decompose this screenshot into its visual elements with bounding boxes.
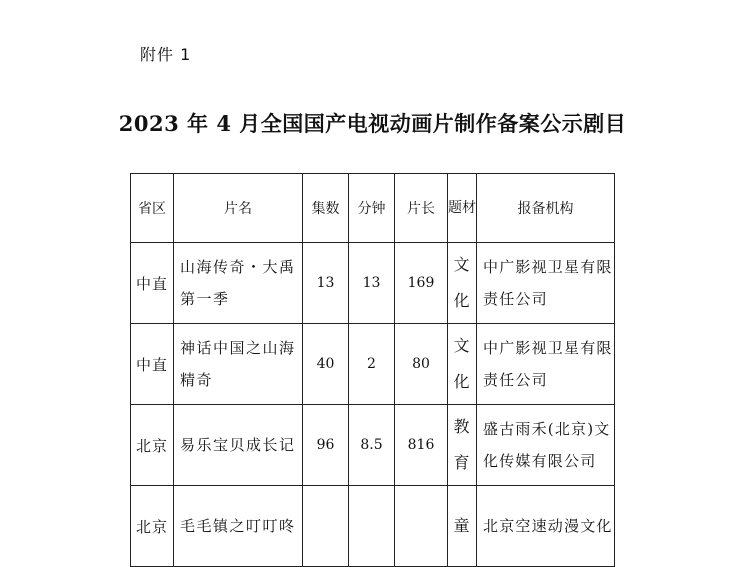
table-row xyxy=(131,324,615,405)
header-minutes: 分钟 xyxy=(349,174,395,243)
table-header-row xyxy=(131,174,615,243)
header-org: 报备机构 xyxy=(477,174,615,243)
cell-province: 北京 xyxy=(131,486,174,567)
cell-title: 神话中国之山海精奇 xyxy=(174,324,303,405)
cell-minutes: 8.5 xyxy=(349,405,395,486)
cell-title: 易乐宝贝成长记 xyxy=(174,405,303,486)
cell-title: 毛毛镇之叮叮咚 xyxy=(174,486,303,567)
cell-episodes: 96 xyxy=(303,405,349,486)
cell-title: 山海传奇・大禹第一季 xyxy=(174,243,303,324)
cell-province: 中直 xyxy=(131,243,174,324)
cell-org: 盛古雨禾(北京)文化传媒有限公司 xyxy=(477,405,615,486)
header-title: 片名 xyxy=(174,174,303,243)
header-genre: 题材 xyxy=(448,174,477,243)
cell-org: 北京空速动漫文化 xyxy=(477,486,615,567)
registry-table xyxy=(130,173,615,567)
table-row xyxy=(131,243,615,324)
cell-province: 中直 xyxy=(131,324,174,405)
table-row xyxy=(131,486,615,567)
cell-minutes xyxy=(349,486,395,567)
cell-minutes: 2 xyxy=(349,324,395,405)
cell-genre: 教育 xyxy=(448,405,477,486)
cell-genre: 童 xyxy=(448,486,477,567)
cell-org: 中广影视卫星有限责任公司 xyxy=(477,324,615,405)
cell-length: 816 xyxy=(395,405,448,486)
document-title: 2023 年 4 月全国国产电视动画片制作备案公示剧目 xyxy=(118,111,627,136)
cell-episodes xyxy=(303,486,349,567)
cell-minutes: 13 xyxy=(349,243,395,324)
cell-length: 169 xyxy=(395,243,448,324)
header-length: 片长 xyxy=(395,174,448,243)
cell-length xyxy=(395,486,448,567)
header-province: 省区 xyxy=(131,174,174,243)
cell-org: 中广影视卫星有限责任公司 xyxy=(477,243,615,324)
cell-length: 80 xyxy=(395,324,448,405)
cell-episodes: 13 xyxy=(303,243,349,324)
header-episodes: 集数 xyxy=(303,174,349,243)
cell-episodes: 40 xyxy=(303,324,349,405)
attachment-label: 附件 1 xyxy=(140,45,192,64)
cell-province: 北京 xyxy=(131,405,174,486)
cell-genre: 文化 xyxy=(448,324,477,405)
cell-genre: 文化 xyxy=(448,243,477,324)
table-row xyxy=(131,405,615,486)
